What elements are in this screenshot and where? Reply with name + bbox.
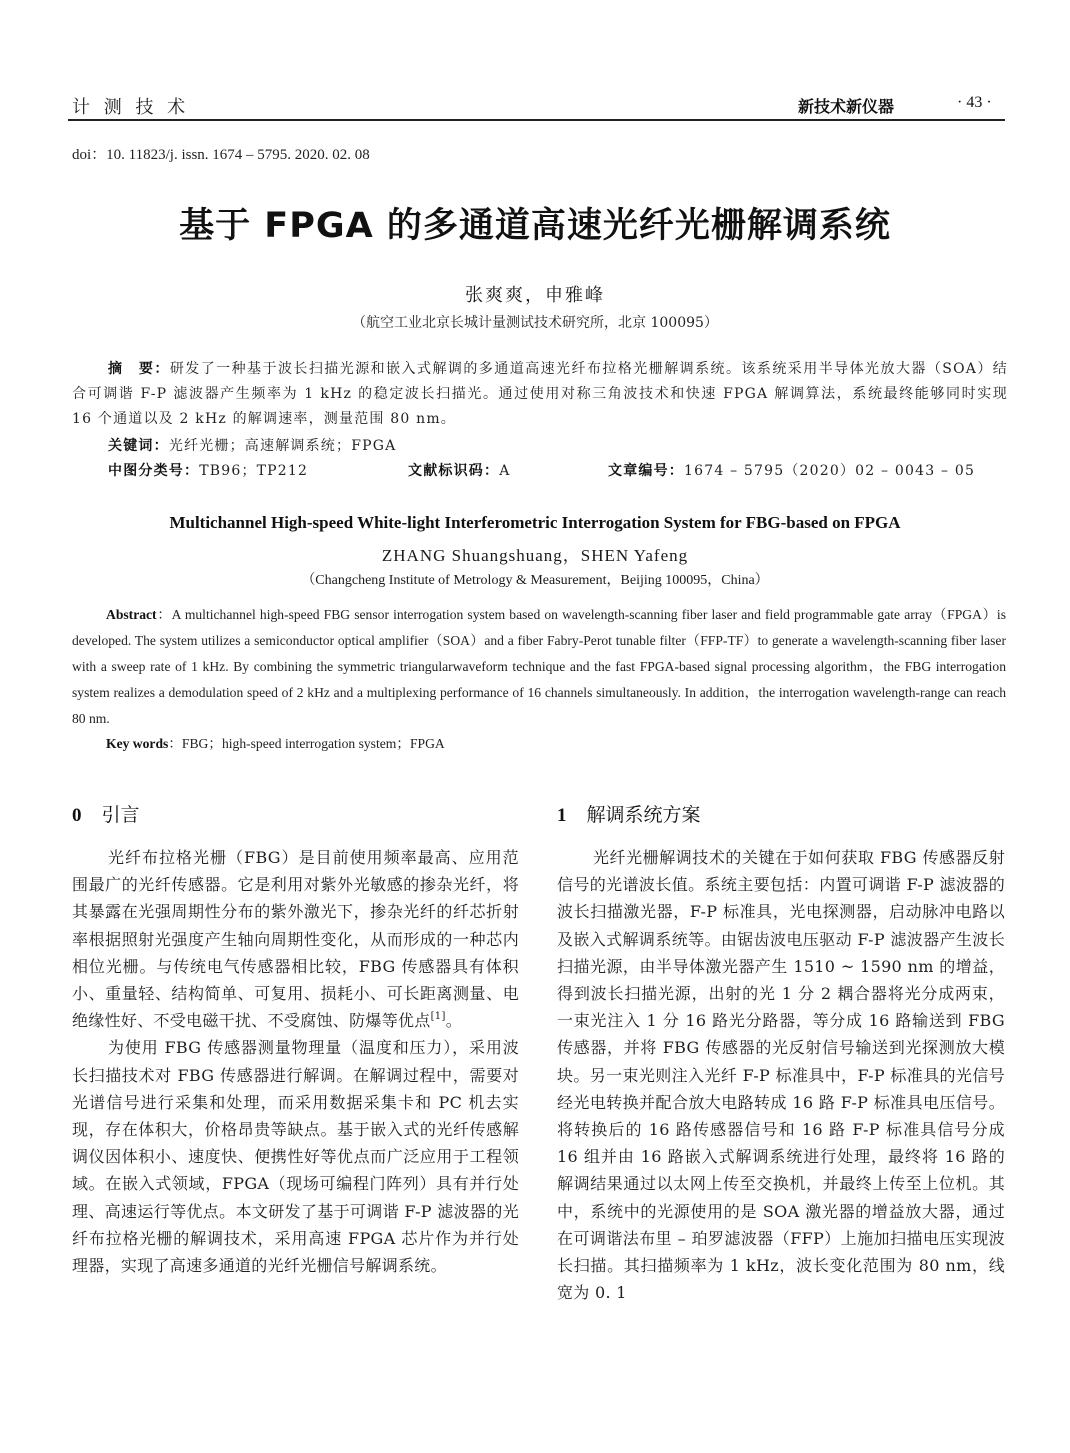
journal-section-header: 计 测 技 术 <box>72 97 190 118</box>
en-authors: ZHANG Shuangshuang，SHEN Yafeng <box>381 546 689 565</box>
column-title: 新技术新仪器 <box>798 97 895 116</box>
section-0-title: 引言 <box>101 804 140 826</box>
en-affiliation: （Changcheng Institute of Metrology & Measurement，Beijing 100095，China） <box>301 573 769 588</box>
section-0-p1-text: 光纤布拉格光栅（FBG）是目前使用频率最高、应用范围最广的光纤传感器。它是利用对紫外光敏感的掺杂光纤，将其暴露在光强周期性分布的紫外激光下，掺杂光纤的纤芯折射率根据照射光强度产生轴向周期性变化，从而形成的一种芯内相位光栅。与传统电气传感器相比较，FBG 传感器具有体积小、重量轻、结构简单、可复用、损耗小、可长距离测量、电绝缘性好、不受电磁干扰、不受腐蚀、防爆等优点 <box>72 848 519 1031</box>
section-0-heading <box>72 800 140 827</box>
cn-article-number-label: 文章编号： <box>608 463 684 479</box>
en-abstract-text: ：A multichannel high-speed FBG sensor interrogation system based on wavelength-scanning fiber laser and field programmable gate array（FPGA）is developed. The system utilizes a semiconductor optical amplifier（SOA）and a fiber Fabry-Perot tunable filter（FFP-TF）to generate a wavelength-scanning fiber laser with a sweep rate of 1 kHz. By combining the symmetric triangularwaveform technique and the fast FPGA-based signal processing algorithm，the FBG interrogation system realizes a demodulation speed of 2 kHz and a multiplexing performance of 16 channels simultaneously. In addition，the interrogation wavelength-range can reach 80 nm. <box>72 607 1006 726</box>
en-keywords-label: Key words <box>106 736 169 751</box>
cn-classification-label: 中图分类号： <box>108 463 200 479</box>
section-1-number: 1 <box>557 805 567 826</box>
page-number: · 43 · <box>957 94 992 111</box>
left-column <box>72 844 519 1279</box>
right-column <box>557 844 1005 1306</box>
section-0-number: 0 <box>72 805 82 826</box>
section-0-paragraph-2: 为使用 FBG 传感器测量物理量（温度和压力），采用波长扫描技术对 FBG 传感器进行解调。在解调过程中，需要对光谱信号进行采集和处理，而采用数据采集卡和 PC 机去实现，存在体积大，价格昂贵等缺点。基于嵌入式的光纤传感解调仪因体积小、速度快、便携性好等优点而广泛应用于工程领域。在嵌入式领域，FPGA（现场可编程门阵列）具有并行处理、高速运行等优点。本文研发了基于可调谐 F-P 滤波器的光纤布拉格光栅的解调技术，采用高速 FPGA 芯片作为并行处理器，实现了高速多通道的光纤光栅信号解调系统。 <box>72 1038 519 1276</box>
en-abstract-label: Abstract <box>106 607 157 622</box>
section-0-paragraph-1 <box>72 844 519 1034</box>
cn-doc-code-label: 文献标识码： <box>408 463 500 479</box>
cn-abstract-label: 摘 要： <box>108 361 170 377</box>
section-1-heading <box>557 800 701 827</box>
section-1-paragraph-1: 光纤光栅解调技术的关键在于如何获取 FBG 传感器反射信号的光谱波长值。系统主要包括：内置可调谐 F-P 滤波器的波长扫描激光器，F-P 标准具，光电探测器，启动脉冲电路以及嵌入式解调系统等。由锯齿波电压驱动 F-P 滤波器产生波长扫描光源，由半导体激光器产生 1510 ~ 1590 nm 的增益，得到波长扫描光源，出射的光 1 分 2 耦合器将光分成两束，一束光注入 1 分 16 路光分路器，等分成 16 路输送到 FBG 传感器，并将 FBG 传感器的光反射信号输送到光探测放大模块。另一束光则注入光纤 F-P 标准具中，F-P 标准具的光信号经光电转换并配合放大电路转成 16 路 F-P 标准具电压信号。将转换后的 16 路传感器信号和 16 路 F-P 标准具信号分成 16 组并由 16 路嵌入式解调系统进行处理，最终将 16 路的解调结果通过以太网上传至交换机，并最终上传至上位机。其中，系统中的光源使用的是 SOA 激光器的增益放大器，通过在可调谐法布里 – 珀罗滤波器（FFP）上施加扫描电压实现波长扫描。其扫描频率为 1 kHz，波长变化范围为 80 nm，线宽为 0. 1 <box>557 848 1005 1303</box>
section-1-title: 解调系统方案 <box>586 804 701 826</box>
cn-keywords-label: 关键词： <box>108 438 169 454</box>
cn-article-number <box>608 459 975 484</box>
paper-title: 基于 FPGA 的多通道高速光纤光栅解调系统 <box>179 206 891 246</box>
cn-doc-code <box>408 459 511 484</box>
cn-abstract <box>72 357 1008 432</box>
affiliation: （航空工业北京长城计量测试技术研究所，北京 100095） <box>352 315 718 331</box>
header-rule <box>68 119 1005 121</box>
cn-article-number-text: 1674 – 5795（2020）02 – 0043 – 05 <box>684 463 976 479</box>
en-title: Multichannel High-speed White-light Interferometric Interrogation System for FBG-based on FPGA <box>169 513 901 532</box>
doi: doi：10. 11823/j. issn. 1674 – 5795. 2020. 02. 08 <box>72 147 370 163</box>
citation-ref: [1] <box>430 1011 446 1023</box>
cn-doc-code-text: A <box>499 463 511 479</box>
en-keywords <box>106 732 445 752</box>
authors: 张爽爽，申雅峰 <box>465 285 605 306</box>
cn-classification <box>108 459 308 484</box>
cn-keywords <box>108 434 396 459</box>
section-0-p1-end: 。 <box>445 1011 462 1031</box>
cn-abstract-text: 研发了一种基于波长扫描光源和嵌入式解调的多通道高速光纤布拉格光栅解调系统。该系统采用半导体光放大器（SOA）结合可调谐 F-P 滤波器产生频率为 1 kHz 的稳定波长扫描光。通过使用对称三角波技术和快速 FPGA 解调算法，系统最终能够同时实现 16 个通道以及 2 kHz 的解调速率，测量范围 80 nm。 <box>72 361 1008 427</box>
cn-classification-text: TB96；TP212 <box>199 463 309 479</box>
en-keywords-text: ：FBG；high-speed interrogation system；FPGA <box>168 736 445 751</box>
cn-keywords-text: 光纤光栅；高速解调系统；FPGA <box>168 438 397 454</box>
en-abstract <box>72 602 1006 732</box>
